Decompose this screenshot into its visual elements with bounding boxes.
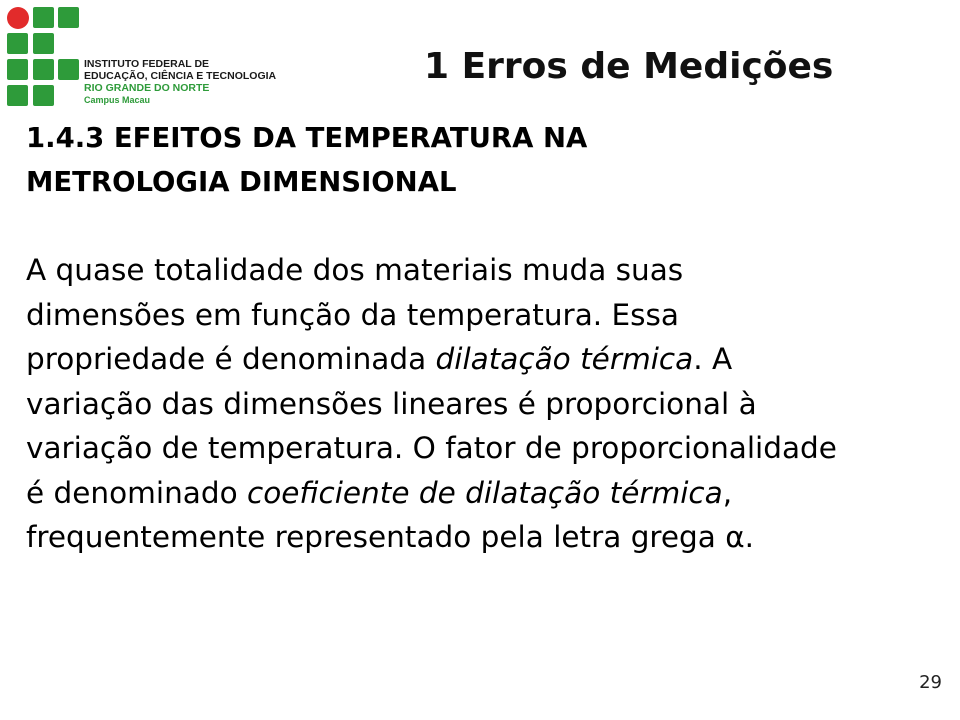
section-heading-line-1: 1.4.3 EFEITOS DA TEMPERATURA NA <box>26 122 588 154</box>
logo-text <box>84 58 276 106</box>
paragraph-line-6 <box>26 471 926 516</box>
paragraph-line-5: variação de temperatura. O fator de proporcionalidade <box>26 431 837 465</box>
paragraph-line-6-start: é denominado <box>26 475 248 510</box>
page-number: 29 <box>919 672 942 693</box>
logo-line-campus: Campus Macau <box>84 95 151 105</box>
paragraph-line-6-end: , <box>722 475 733 510</box>
section-heading-line-2: METROLOGIA DIMENSIONAL <box>26 166 457 198</box>
logo-mark-icon <box>6 6 82 110</box>
paragraph-line-3-end: . A <box>693 342 733 376</box>
paragraph-line-4: variação das dimensões lineares é proporcional à <box>26 386 757 421</box>
paragraph-line-3-start: propriedade é denominada <box>26 342 436 376</box>
section-heading <box>26 116 926 204</box>
paragraph-line-3 <box>26 337 926 382</box>
paragraph-line-2: dimensões em função da temperatura. Essa <box>26 297 679 332</box>
body-paragraph <box>26 248 926 560</box>
logo-line-state: RIO GRANDE DO NORTE <box>84 82 210 94</box>
paragraph-line-1: A quase totalidade dos materiais muda suas <box>26 253 684 287</box>
term-expansion-coefficient: coeficiente de dilatação térmica <box>247 475 723 510</box>
term-thermal-expansion: dilatação térmica <box>435 342 694 376</box>
logo-line-education: EDUCAÇÃO, CIÊNCIA E TECNOLOGIA <box>84 70 277 82</box>
slide-title: 1 Erros de Medições <box>424 46 834 87</box>
paragraph-line-7: frequentemente representado pela letra grega α. <box>26 520 755 554</box>
institute-logo <box>6 6 286 110</box>
logo-line-institute: INSTITUTO FEDERAL DE <box>84 58 210 70</box>
